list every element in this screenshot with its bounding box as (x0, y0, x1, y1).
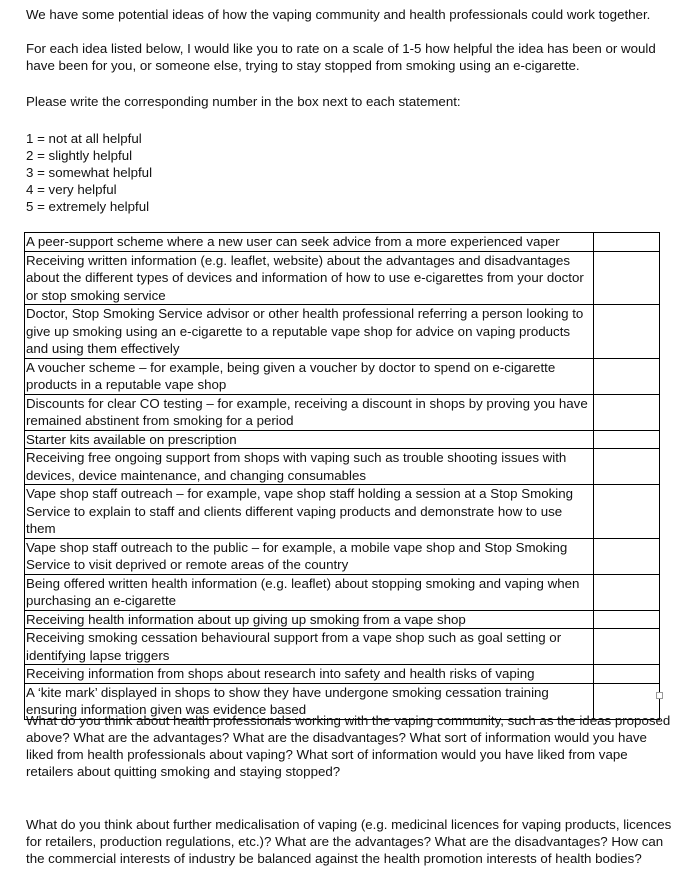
rating-box[interactable] (594, 430, 660, 449)
statement-cell: Vape shop staff outreach to the public – for example, a mobile vape shop and Stop Smoking Service to visit deprived or remote areas of the country (25, 538, 594, 574)
rating-box[interactable] (594, 305, 660, 359)
table-row (25, 665, 660, 684)
statement-cell: A ‘kite mark’ displayed in shops to show they have undergone smoking cessation training ensuring information given was evidence based (25, 683, 594, 719)
table-row (25, 233, 660, 252)
statement-cell: Receiving written information (e.g. leaflet, website) about the advantages and disadvantages about the different types of devices and information of how to use e-cigarettes from your doctor or stop smoking service (25, 251, 594, 305)
rating-table (24, 232, 660, 720)
statement-cell: Receiving free ongoing support from shops with vaping such as trouble shooting issues with devices, device maintenance, and changing consumables (25, 449, 594, 485)
statement-cell: Vape shop staff outreach – for example, vape shop staff holding a session at a Stop Smoking Service to explain to staff and clients different vaping products and demonstrate how to use them (25, 485, 594, 539)
statement-cell: Starter kits available on prescription (25, 430, 594, 449)
rating-box[interactable] (594, 538, 660, 574)
scale-item-5: 5 = extremely helpful (26, 199, 150, 214)
statement-cell: A voucher scheme – for example, being given a voucher by doctor to spend on e-cigarette products in a reputable vape shop (25, 358, 594, 394)
table-row (25, 251, 660, 305)
question-medicalisation: What do you think about further medicalisation of vaping (e.g. medicinal licences for vaping products, licences for retailers, production regulations, etc.)? What are the advantages? What are the disadvantages? How can the commercial interests of industry be balanced against the health promotion interests of health bodies? (26, 817, 672, 866)
rating-scale-list (26, 130, 152, 215)
statement-cell: Receiving information from shops about research into safety and health risks of vaping (25, 665, 594, 684)
table-row (25, 449, 660, 485)
rating-box[interactable] (594, 665, 660, 684)
statement-cell: Being offered written health information (e.g. leaflet) about stopping smoking and vaping when purchasing an e-cigarette (25, 574, 594, 610)
rating-box[interactable] (594, 610, 660, 629)
table-row (25, 305, 660, 359)
table-row (25, 430, 660, 449)
intro-line-3: Please write the corresponding number in the box next to each statement: (26, 94, 461, 109)
statement-cell: Discounts for clear CO testing – for example, receiving a discount in shops by proving you have remained abstinent from smoking for a period (25, 394, 594, 430)
scale-item-4: 4 = very helpful (26, 182, 117, 197)
statement-cell: A peer-support scheme where a new user can seek advice from a more experienced vaper (25, 233, 594, 252)
table-row (25, 485, 660, 539)
rating-box[interactable] (594, 629, 660, 665)
table-row (25, 394, 660, 430)
question-health-professionals: What do you think about health professionals working with the vaping community, such as the ideas proposed above? What are the advantages? What are the disadvantages? What sort of information would you have liked from health professionals about vaping? What sort of information would you have liked from vape retailers about quitting smoking and staying stopped? (26, 713, 671, 779)
rating-box[interactable] (594, 574, 660, 610)
rating-box[interactable] (594, 449, 660, 485)
table-resize-handle[interactable] (656, 692, 663, 699)
rating-box[interactable] (594, 358, 660, 394)
intro-line-1: We have some potential ideas of how the vaping community and health professionals could work together. (26, 7, 651, 22)
statement-cell: Receiving health information about up giving up smoking from a vape shop (25, 610, 594, 629)
intro-line-2: For each idea listed below, I would like you to rate on a scale of 1-5 how helpful the idea has been or would have been for you, or someone else, trying to stay stopped from smoking using an e-cigarette. (26, 41, 656, 73)
rating-box[interactable] (594, 394, 660, 430)
rating-box[interactable] (594, 251, 660, 305)
rating-box[interactable] (594, 233, 660, 252)
statement-cell: Receiving smoking cessation behavioural support from a vape shop such as goal setting or identifying lapse triggers (25, 629, 594, 665)
table-row (25, 574, 660, 610)
scale-item-2: 2 = slightly helpful (26, 148, 133, 163)
scale-item-1: 1 = not at all helpful (26, 131, 142, 146)
rating-box[interactable] (594, 485, 660, 539)
scale-item-3: 3 = somewhat helpful (26, 165, 153, 180)
statement-cell: Doctor, Stop Smoking Service advisor or other health professional referring a person looking to give up smoking using an e-cigarette to a reputable vape shop for advice on vaping products and using them effectively (25, 305, 594, 359)
table-row (25, 538, 660, 574)
table-row (25, 629, 660, 665)
table-row (25, 610, 660, 629)
table-row (25, 358, 660, 394)
